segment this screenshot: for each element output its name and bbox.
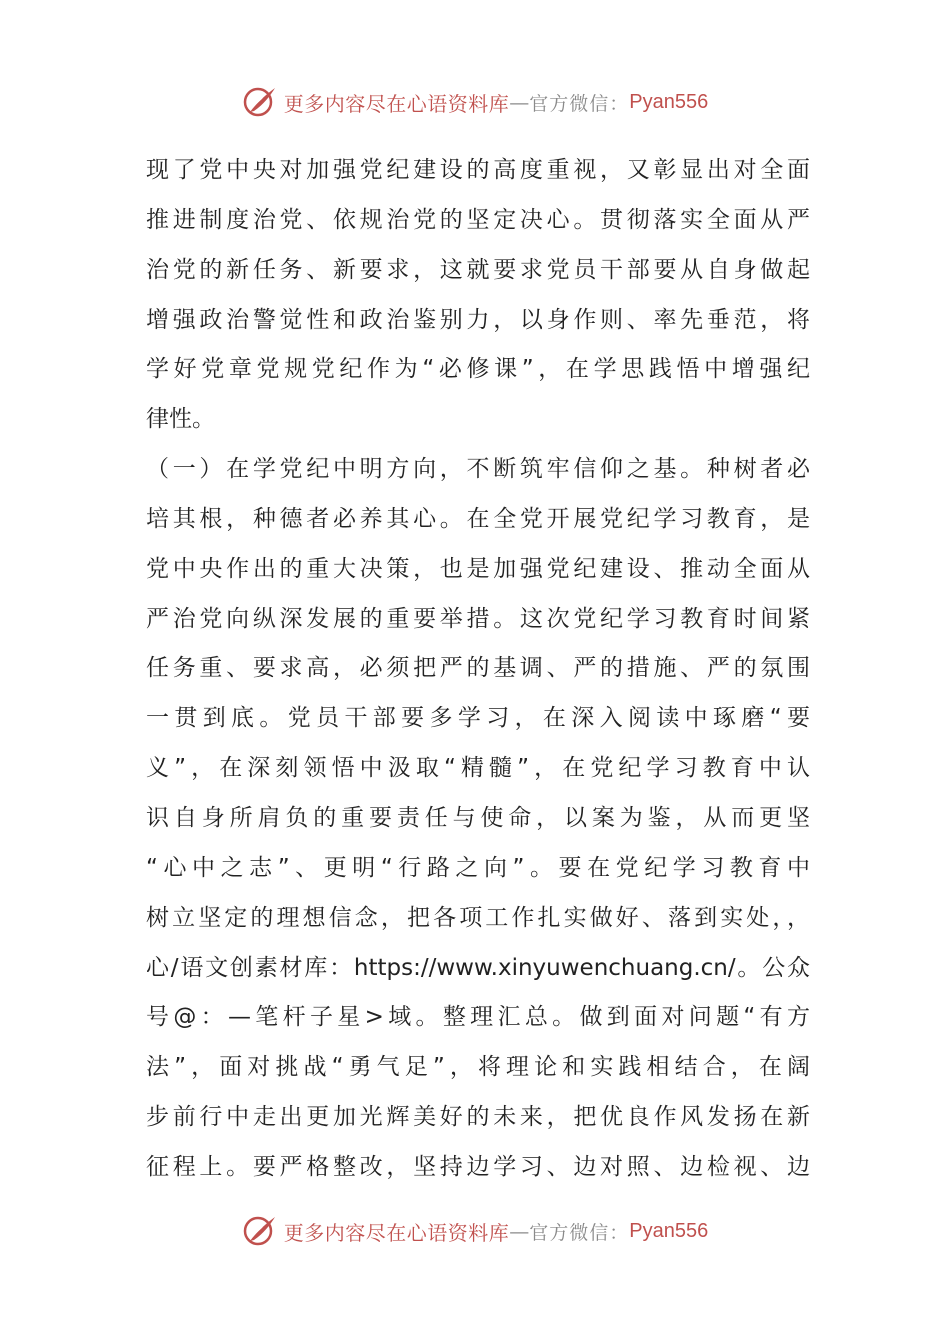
text-line: 党中央作出的重大决策，也是加强党纪建设、推动全面从	[146, 555, 810, 582]
text-line: 学好党章党规党纪作为“必修课”，在学思践悟中增强纪	[146, 356, 810, 383]
text-line: 增强政治警觉性和政治鉴别力，以身作则、率先垂范，将	[146, 306, 810, 333]
text-line: 识自身所肩负的重要责任与使命，以案为鉴，从而更坚	[146, 804, 810, 831]
text-line: 一贯到底。党员干部要多学习，在深入阅读中琢磨“要	[146, 705, 810, 732]
text-line: 树立坚定的理想信念，把各项工作扎实做好、落到实处，，	[146, 904, 810, 931]
text-line: 步前行中走出更加光辉美好的未来，把优良作风发扬在新	[146, 1104, 810, 1131]
text-line: 法”，面对挑战“勇气足”，将理论和实践相结合，在阔	[146, 1054, 810, 1081]
text-line: 治党的新任务、新要求，这就要求党员干部要从自身做起	[146, 256, 810, 283]
text-line: 现了党中央对加强党纪建设的高度重视，又彰显出对全面	[146, 157, 810, 183]
text-line: 号@：—笔杆子星>域。整理汇总。做到面对问题“有方	[146, 1004, 810, 1031]
text-line: 心/语文创素材库：https://www.xinyuwenchuang.cn/。公众	[146, 954, 810, 981]
document-body	[146, 146, 810, 1193]
text-line: “心中之志”、更明“行路之向”。要在党纪学习教育中	[146, 854, 810, 881]
banner-dash: —	[509, 90, 530, 114]
banner-title: 更多内容尽在心语资料库	[283, 91, 510, 116]
header-banner	[0, 80, 950, 124]
text-line: （一）在学党纪中明方向，不断筑牢信仰之基。种树者必	[146, 456, 810, 483]
banner-wechat-label: 官方微信：	[529, 92, 630, 115]
quill-logo-icon	[242, 1213, 278, 1249]
text-line: 推进制度治党、依规治党的坚定决心。贯彻落实全面从严	[146, 206, 810, 233]
banner-title: 更多内容尽在心语资料库	[283, 1220, 510, 1245]
text-line: 征程上。要严格整改，坚持边学习、边对照、边检视、边	[146, 1153, 810, 1180]
text-line: 义”，在深刻领悟中汲取“精髓”，在党纪学习教育中认	[146, 755, 810, 782]
quill-logo-icon	[242, 84, 278, 120]
text-line: 律性。	[146, 406, 215, 433]
banner-wechat-id: Pyan556	[629, 1219, 709, 1242]
banner-wechat-id: Pyan556	[629, 90, 709, 113]
footer-banner	[0, 1209, 950, 1253]
banner-wechat-label: 官方微信：	[529, 1221, 630, 1244]
text-line: 任务重、要求高，必须把严的基调、严的措施、严的氛围	[146, 655, 810, 682]
text-line: 培其根，种德者必养其心。在全党开展党纪学习教育，是	[146, 505, 810, 532]
banner-dash: —	[509, 1219, 530, 1243]
text-line: 严治党向纵深发展的重要举措。这次党纪学习教育时间紧	[146, 605, 810, 632]
